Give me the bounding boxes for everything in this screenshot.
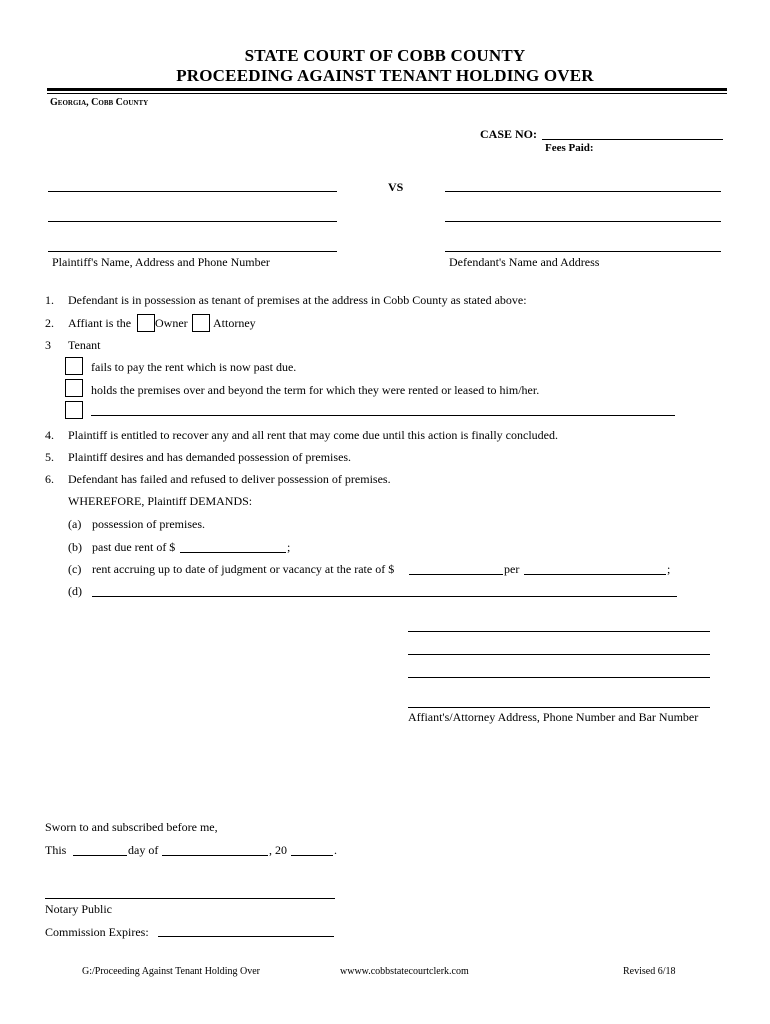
this-label: This (45, 843, 67, 857)
affiant-caption: Affiant's/Attorney Address, Phone Number and Bar Number (408, 710, 699, 724)
defendant-line-3[interactable] (445, 251, 721, 252)
affiant-line-4[interactable] (408, 707, 710, 708)
demand-c-text: rent accruing up to date of judgment or vacancy at the rate of $ (92, 562, 395, 576)
other-reason-checkbox[interactable] (65, 401, 83, 419)
rent-rate-field[interactable] (409, 574, 503, 575)
footer-revision: Revised 6/18 (623, 966, 676, 977)
plaintiff-line-2[interactable] (48, 221, 337, 222)
holds-over-label: holds the premises over and beyond the term for which they were rented or leased to him/her. (91, 383, 540, 397)
item2-text: Affiant is the (68, 316, 132, 330)
plaintiff-line-3[interactable] (48, 251, 337, 252)
item4-text: Plaintiff is entitled to recover any and all rent that may come due until this action is finally concluded. (68, 428, 558, 442)
case-no-field[interactable] (542, 139, 723, 140)
owner-label: Owner (155, 316, 188, 330)
notary-signature-field[interactable] (45, 898, 335, 899)
footer-file-path: G:/Proceeding Against Tenant Holding Over (82, 966, 260, 977)
year-prefix: , 20 (269, 843, 287, 857)
item5-number: 5. (45, 450, 54, 464)
item6-number: 6. (45, 472, 54, 486)
demand-c-end: ; (667, 562, 671, 576)
wherefore-text: WHEREFORE, Plaintiff DEMANDS: (68, 494, 253, 508)
defendant-line-1[interactable] (445, 191, 721, 192)
owner-checkbox[interactable] (137, 314, 155, 332)
rent-period-field[interactable] (524, 574, 666, 575)
affiant-line-3[interactable] (408, 677, 710, 678)
plaintiff-line-1[interactable] (48, 191, 337, 192)
notary-public-label: Notary Public (45, 902, 112, 916)
item5-text: Plaintiff desires and has demanded possession of premises. (68, 450, 352, 464)
year-field[interactable] (291, 855, 333, 856)
item1-number: 1. (45, 293, 54, 307)
holds-over-checkbox[interactable] (65, 379, 83, 397)
demand-c-per: per (504, 562, 520, 576)
header-rule-thin (47, 93, 727, 94)
demand-b-label: (b) (68, 540, 82, 554)
demand-b-text: past due rent of $ (92, 540, 176, 554)
item3-number: 3 (45, 338, 51, 352)
fails-to-pay-label: fails to pay the rent which is now past due. (91, 360, 297, 374)
demand-c-label: (c) (68, 562, 82, 576)
day-field[interactable] (73, 855, 127, 856)
other-reason-field[interactable] (91, 415, 675, 416)
demand-b-end: ; (287, 540, 291, 554)
demand-d-label: (d) (68, 584, 82, 598)
case-no-label: CASE NO: (480, 127, 538, 141)
item3-text: Tenant (68, 338, 101, 352)
header-rule-thick (47, 88, 727, 91)
item4-number: 4. (45, 428, 54, 442)
attorney-checkbox[interactable] (192, 314, 210, 332)
item6-text: Defendant has failed and refused to deliver possession of premises. (68, 472, 391, 486)
month-field[interactable] (162, 855, 268, 856)
sworn-text: Sworn to and subscribed before me, (45, 820, 218, 834)
form-title-line1: STATE COURT OF COBB COUNTY (244, 46, 526, 65)
demand-a-text: possession of premises. (92, 517, 205, 531)
footer-website: wwww.cobbstatecourtclerk.com (340, 966, 469, 977)
date-period: . (334, 843, 337, 857)
item2-number: 2. (45, 316, 54, 330)
venue-label: Georgia, Cobb County (50, 97, 149, 108)
commission-expires-field[interactable] (158, 936, 334, 937)
vs-label: VS (388, 180, 404, 194)
item1-text: Defendant is in possession as tenant of premises at the address in Cobb County as stated above: (68, 293, 527, 307)
affiant-line-2[interactable] (408, 654, 710, 655)
form-title-line2: PROCEEDING AGAINST TENANT HOLDING OVER (176, 66, 594, 85)
demand-d-field[interactable] (92, 596, 677, 597)
commission-label: Commission Expires: (45, 925, 149, 939)
fees-paid-label: Fees Paid: (545, 142, 594, 154)
defendant-caption: Defendant's Name and Address (449, 255, 600, 269)
past-due-rent-field[interactable] (180, 552, 286, 553)
day-of-label: day of (128, 843, 159, 857)
demand-a-label: (a) (68, 517, 82, 531)
fails-to-pay-checkbox[interactable] (65, 357, 83, 375)
attorney-label: Attorney (213, 316, 256, 330)
plaintiff-caption: Plaintiff's Name, Address and Phone Number (52, 255, 270, 269)
defendant-line-2[interactable] (445, 221, 721, 222)
affiant-line-1[interactable] (408, 631, 710, 632)
